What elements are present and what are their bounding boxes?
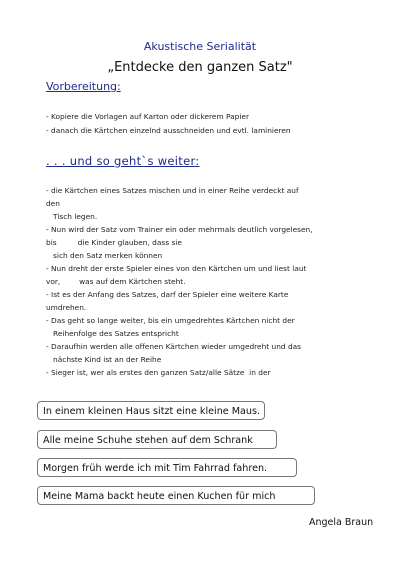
rule-line: den xyxy=(46,199,60,208)
rule-line: nächste Kind ist an der Reihe xyxy=(46,355,162,364)
rule-line: - Sieger ist, wer als erstes den ganzen Satz/alle Sätze in der xyxy=(46,368,271,377)
rule-line: umdrehen. xyxy=(46,303,87,312)
sentence-card: Meine Mama backt heute einen Kuchen für mich xyxy=(37,486,315,505)
rule-line: - Das geht so lange weiter, bis ein umgedrehtes Kärtchen nicht der xyxy=(46,316,295,325)
prep-line: - danach die Kärtchen einzelnd ausschneiden und evtl. laminieren xyxy=(46,126,291,135)
rule-line: - Ist es der Anfang des Satzes, darf der Spieler eine weitere Karte xyxy=(46,290,289,299)
rule-line: vor, was auf dem Kärtchen steht. xyxy=(46,277,186,286)
rule-line: - Nun wird der Satz vom Trainer ein oder mehrmals deutlich vorgelesen, xyxy=(46,225,313,234)
rule-line: - die Kärtchen eines Satzes mischen und in einer Reihe verdeckt auf xyxy=(46,186,299,195)
rule-line: Tisch legen. xyxy=(46,212,98,221)
rule-line: bis die Kinder glauben, dass sie xyxy=(46,238,182,247)
rule-line: - Daraufhin werden alle offenen Kärtchen wieder umgedreht und das xyxy=(46,342,302,351)
sentence-card: Alle meine Schuhe stehen auf dem Schrank xyxy=(37,430,277,449)
document-subtitle: „Entdecke den ganzen Satz" xyxy=(107,60,293,75)
rule-line: Reihenfolge des Satzes entspricht xyxy=(46,329,179,338)
rules-heading: . . . und so geht`s weiter: xyxy=(46,154,200,168)
rule-line: sich den Satz merken können xyxy=(46,251,163,260)
author-name: Angela Braun xyxy=(309,517,374,528)
rule-line: - Nun dreht der erste Spieler eines von den Kärtchen um und liest laut xyxy=(46,264,307,273)
sentence-card: Morgen früh werde ich mit Tim Fahrrad fahren. xyxy=(37,458,297,477)
sentence-card: In einem kleinen Haus sitzt eine kleine Maus. xyxy=(37,401,265,420)
prep-line: - Kopiere die Vorlagen auf Karton oder dickerem Papier xyxy=(46,112,249,121)
preparation-heading: Vorbereitung: xyxy=(46,80,121,93)
document-title: Akustische Serialität xyxy=(143,40,257,53)
